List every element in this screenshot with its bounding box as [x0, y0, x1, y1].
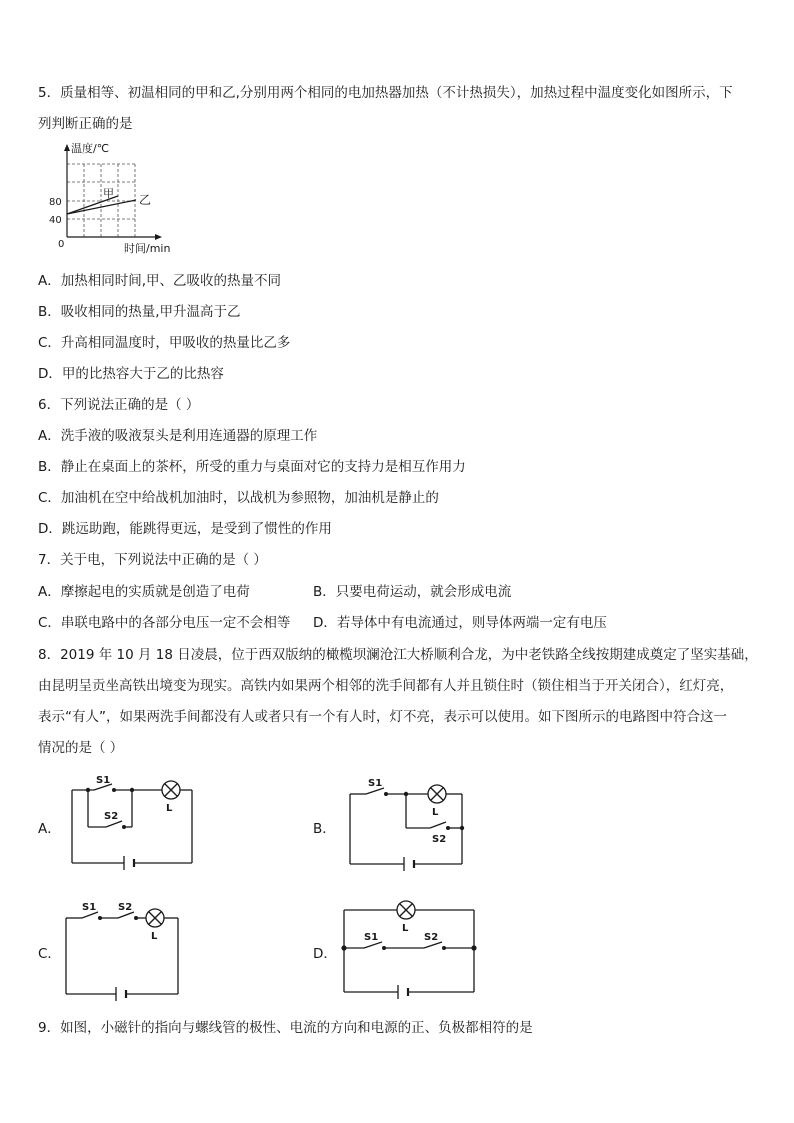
q8-stem-line3: 表示“有人”，如果两洗手间都没有人或者只有一个有人时，灯不亮，表示可以使用。如下图所示的电路图中符合这一	[38, 709, 727, 725]
circuit-a	[66, 775, 200, 873]
origin-label: 0	[58, 239, 65, 250]
q8-stem-line1: 8．2019 年 10 月 18 日凌晨，位于西双版纳的橄榄坝澜沧江大桥顺利合龙，为中老铁路全线按期建成奠定了坚实基础，	[38, 647, 758, 663]
temperature-time-graph	[40, 140, 200, 258]
tick-80: 80	[49, 197, 62, 208]
q5-stem-line1: 5．质量相等、初温相同的甲和乙,分别用两个相同的电加热器加热（不计热损失），加热过程中温度变化如图所示，下	[38, 85, 733, 101]
lamp-label: L	[166, 803, 173, 814]
q8-option-b-label: B．	[313, 821, 336, 837]
q7-option-d: D．若导体中有电流通过，则导体两端一定有电压	[313, 615, 607, 631]
q7-stem: 7．关于电，下列说法中正确的是（ ）	[38, 552, 267, 568]
s2-label: S2	[424, 932, 439, 943]
q7-option-b: B．只要电荷运动，就会形成电流	[313, 584, 512, 600]
q5-option-d: D．甲的比热容大于乙的比热容	[38, 366, 224, 382]
circuit-b	[344, 772, 474, 872]
q8-option-d-label: D．	[313, 946, 337, 962]
y-axis-arrow	[64, 144, 70, 151]
s1-label: S1	[368, 778, 383, 789]
q5-stem-line2: 列判断正确的是	[38, 116, 133, 132]
lamp-label: L	[402, 923, 409, 934]
q8-option-c-label: C．	[38, 946, 61, 962]
s1-label: S1	[364, 932, 379, 943]
label-jia: 甲	[103, 187, 114, 200]
lamp-label: L	[151, 931, 158, 942]
label-yi: 乙	[139, 193, 152, 207]
q5-option-c: C．升高相同温度时，甲吸收的热量比乙多	[38, 335, 291, 351]
q7-option-c: C．串联电路中的各部分电压一定不会相等	[38, 615, 291, 631]
x-axis-arrow	[155, 234, 162, 240]
y-axis-label: 温度/℃	[71, 142, 110, 155]
q5-option-a: A．加热相同时间,甲、乙吸收的热量不同	[38, 273, 282, 289]
tick-40: 40	[49, 215, 62, 226]
q7-option-a: A．摩擦起电的实质就是创造了电荷	[38, 584, 250, 600]
q6-option-b: B．静止在桌面上的茶杯，所受的重力与桌面对它的支持力是相互作用力	[38, 459, 466, 475]
q6-option-d: D．跳远助跑，能跳得更远，是受到了惯性的作用	[38, 521, 332, 537]
x-axis-label: 时间/min	[124, 242, 171, 255]
q6-stem: 6．下列说法正确的是（ ）	[38, 397, 200, 413]
q6-option-c: C．加油机在空中给战机加油时，以战机为参照物，加油机是静止的	[38, 490, 439, 506]
circuit-c	[60, 898, 186, 1002]
circuit-d	[338, 896, 482, 1002]
q9-stem: 9．如图，小磁针的指向与螺线管的极性、电流的方向和电源的正、负极都相符的是	[38, 1020, 533, 1036]
q8-stem-line2: 由昆明呈贡坐高铁出境变为现实。高铁内如果两个相邻的洗手间都有人并且锁住时（锁住相当于开关闭合），红灯亮，	[38, 678, 734, 694]
lamp-label: L	[432, 807, 439, 818]
q8-option-a-label: A．	[38, 821, 61, 837]
s2-label: S2	[432, 834, 447, 845]
q6-option-a: A．洗手液的吸液泵头是利用连通器的原理工作	[38, 428, 318, 444]
q5-option-b: B．吸收相同的热量,甲升温高于乙	[38, 304, 241, 320]
s1-label: S1	[82, 902, 97, 913]
s2-label: S2	[104, 811, 119, 822]
s2-label: S2	[118, 902, 133, 913]
q8-stem-line4: 情况的是（ ）	[38, 740, 124, 756]
s1-label: S1	[96, 775, 111, 786]
switch-s2	[430, 822, 446, 828]
